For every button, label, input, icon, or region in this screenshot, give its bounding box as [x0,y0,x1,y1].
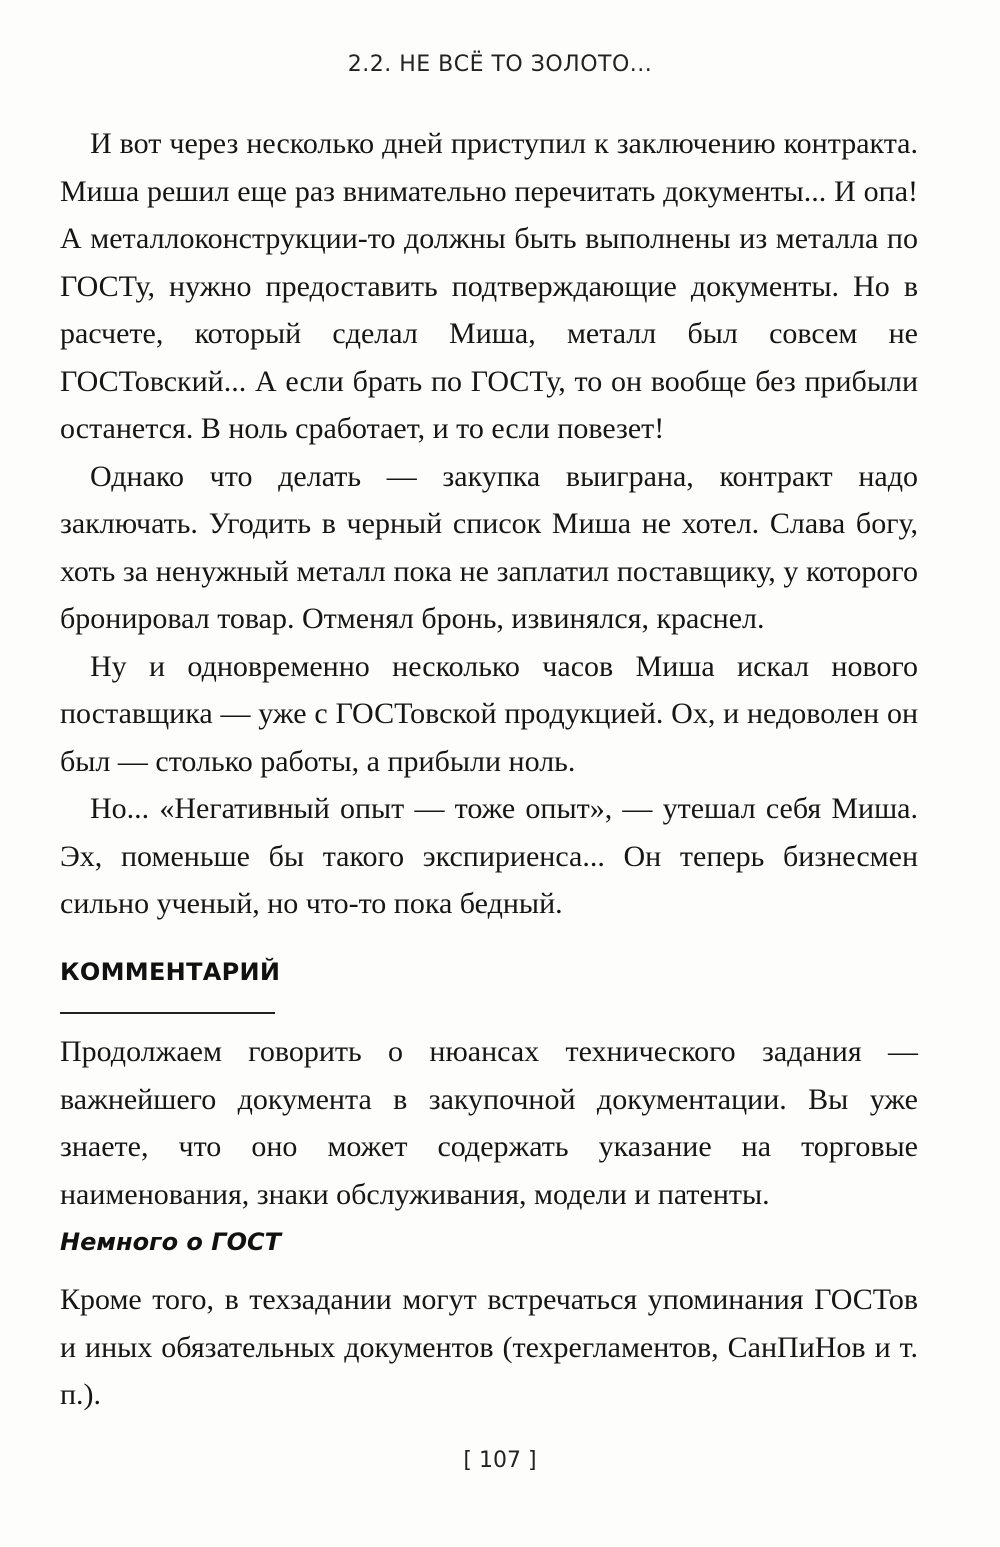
commentary-text [60,1028,918,1218]
commentary-paragraph: Продолжаем говорить о нюансах технического задания — важнейшего документа в закупочной документации. Вы уже знаете, что оно может содержать указание на торговые наименования, знаки обслуживания, модели и патенты. [60,1035,918,1211]
page-number: [ 107 ] [463,1448,537,1473]
story-paragraph: Однако что делать — закупка выиграна, контракт надо заключать. Угодить в черный список Миша не хотел. Слава богу, хоть за ненужный металл пока не заплатил поставщику, у которого бронировал товар. Отменял бронь, извинялся, краснел. [60,459,918,635]
story-paragraph: И вот через несколько дней приступил к заключению контракта. Миша решил еще раз внимательно перечитать документы... И опа! А металлоконструкции-то должны быть выполнены из металла по ГОСТу, нужно предоставить подтверждающие документы. Но в расчете, который сделал Миша, металл был совсем не ГОСТовский... А если брать по ГОСТу, то он вообще без прибыли останется. В ноль сработает, и то если повезет! [60,127,918,445]
story-text [60,120,918,928]
commentary-heading: КОММЕНТАРИЙ [60,958,281,986]
gost-paragraph: Кроме того, в техзадании могут встречаться упоминания ГОСТов и иных обязательных документов (техрегламентов, СанПиНов и т. п.). [60,1283,918,1411]
gost-text [60,1276,918,1419]
heading-underline [60,1012,275,1014]
running-head: 2.2. НЕ ВСЁ ТО ЗОЛОТО... [347,52,653,77]
story-paragraph: Ну и одновременно несколько часов Миша искал нового поставщика — уже с ГОСТовской продукцией. Ох, и недоволен он был — столько работы, а прибыли ноль. [60,649,918,778]
gost-subheading: Немного о ГОСТ [60,1228,281,1256]
story-paragraph: Но... «Негативный опыт — тоже опыт», — утешал себя Миша. Эх, поменьше бы такого экспириенса... Он теперь бизнесмен сильно ученый, но что-то пока бедный. [60,792,918,920]
